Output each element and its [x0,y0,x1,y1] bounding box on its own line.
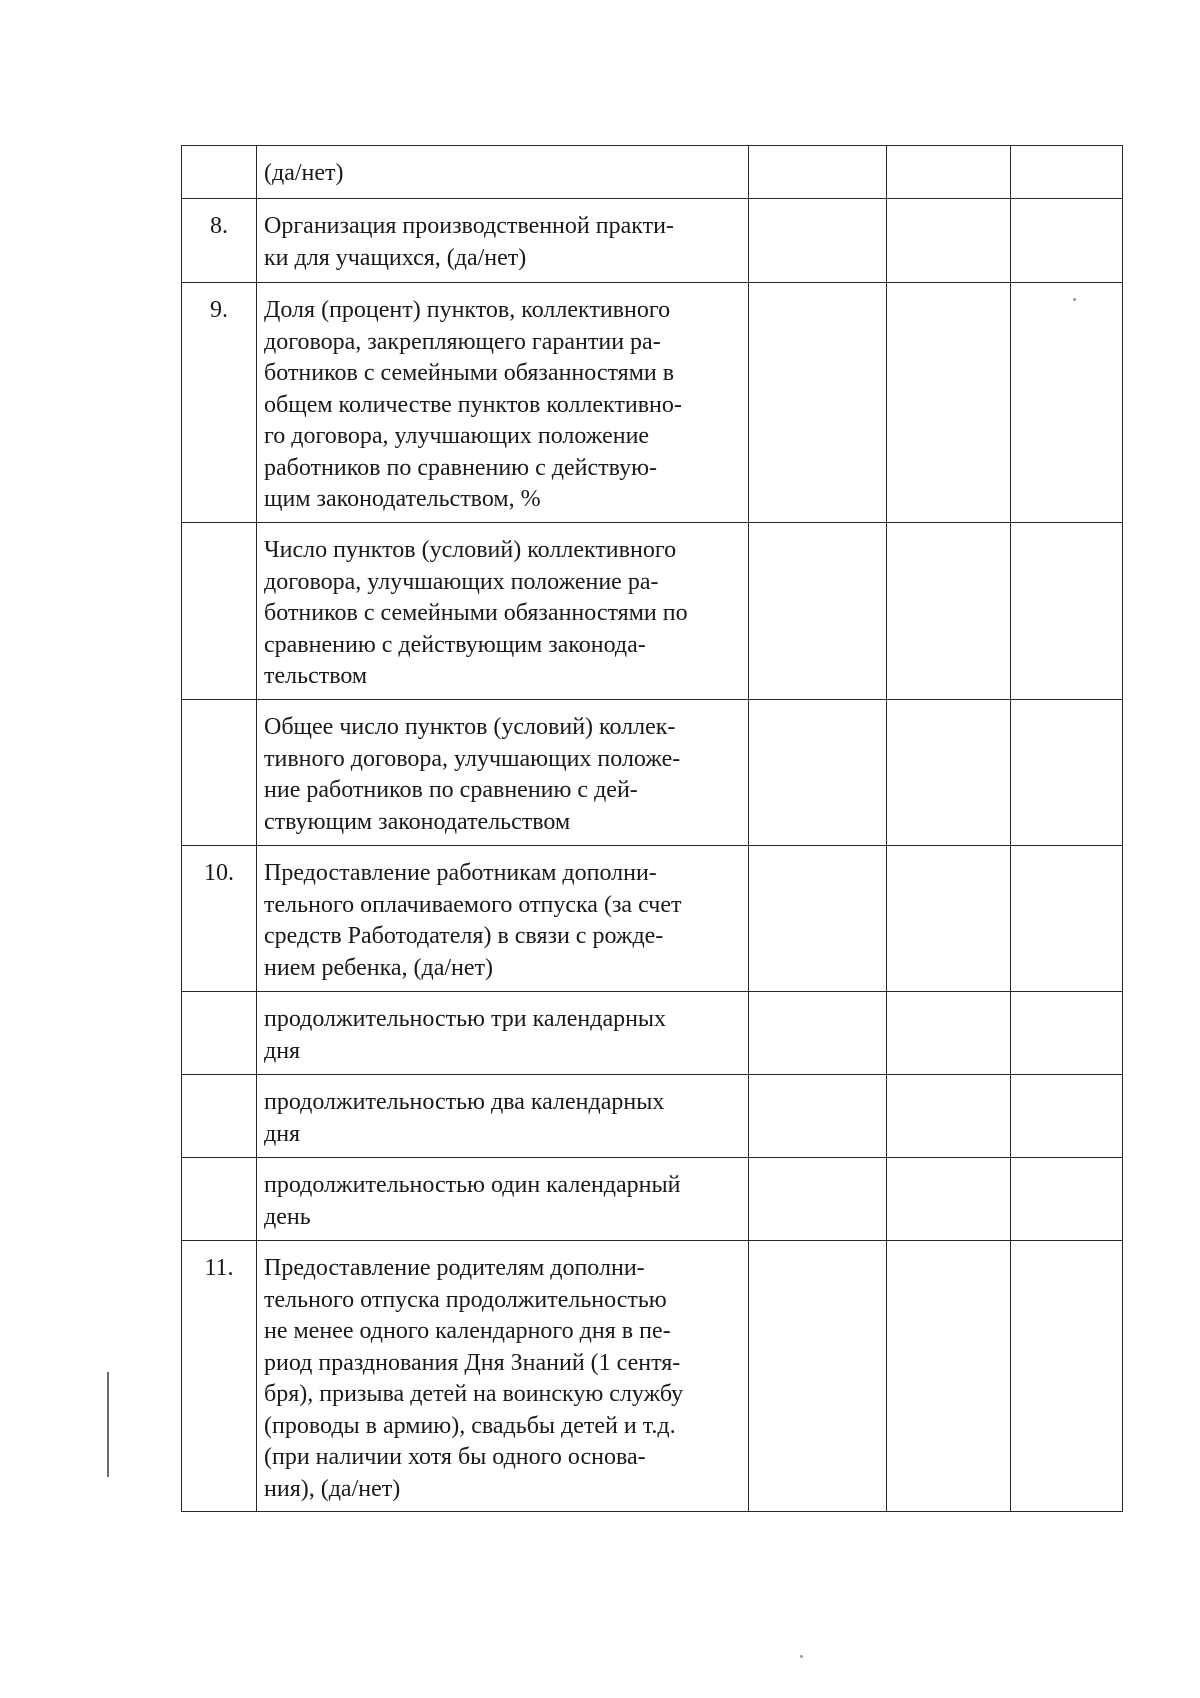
text-line: ботников с семейными обязанностями по [264,600,688,626]
text-line: день [264,1203,311,1230]
row-number: 9. [182,283,257,523]
text-line: ки для учащихся, (да/нет) [264,244,527,271]
value-cell [887,992,1011,1075]
value-cell [749,846,887,992]
text-line: дня [264,1037,301,1064]
text-line: продолжительностью три календарных [264,1006,667,1032]
text-line: тельством [264,663,368,689]
table-row [182,1075,1123,1158]
value-cell [1011,846,1123,992]
row-text [257,1241,749,1512]
row-text [257,1075,749,1158]
value-cell [1011,992,1123,1075]
value-cell [749,523,887,700]
value-cell [749,146,887,199]
row-number [182,992,257,1075]
text-line: (проводы в армию), свадьбы детей и т.д. [264,1412,676,1439]
text-line: риод празднования Дня Знаний (1 сентя- [264,1349,681,1376]
text-line: договора, закрепляющего гарантии ра- [264,328,661,355]
value-cell [749,1158,887,1241]
table-body [182,146,1123,1512]
text-line: тивного договора, улучшающих положе- [264,745,681,772]
text-line: (да/нет) [264,160,344,186]
row-text [257,523,749,700]
indicators-table [181,145,1123,1512]
row-text [257,846,749,992]
table-row [182,1241,1123,1512]
row-number [182,1158,257,1241]
value-cell [749,283,887,523]
value-cell [1011,523,1123,700]
value-cell [749,1075,887,1158]
value-cell [887,846,1011,992]
text-line: нием ребенка, (да/нет) [264,954,494,981]
value-cell [1011,1158,1123,1241]
table-row [182,846,1123,992]
row-number [182,146,257,199]
text-line: Организация производственной практи- [264,213,674,239]
value-cell [1011,283,1123,523]
value-cell [887,283,1011,523]
value-cell [749,700,887,846]
text-line: сравнению с действующим законода- [264,631,646,658]
text-line: договора, улучшающих положение ра- [264,568,659,595]
text-line: дня [264,1120,301,1147]
row-text [257,146,749,199]
text-line: ботников с семейными обязанностями в [264,360,675,386]
scan-speck [800,1655,803,1658]
row-text [257,700,749,846]
text-line: работников по сравнению с действую- [264,454,658,481]
text-line: Доля (процент) пунктов, коллективного [264,297,671,323]
value-cell [887,523,1011,700]
value-cell [1011,1241,1123,1512]
value-cell [887,700,1011,846]
text-line: Предоставление родителям дополни- [264,1255,645,1281]
table-row [182,992,1123,1075]
value-cell [887,199,1011,283]
row-text [257,283,749,523]
row-text [257,1158,749,1241]
text-line: Число пунктов (условий) коллективного [264,537,677,563]
text-line: продолжительностью один календарный [264,1172,681,1198]
value-cell [887,1158,1011,1241]
text-line: средств Работодателя) в связи с рожде- [264,923,664,949]
row-text [257,199,749,283]
text-line: ния), (да/нет) [264,1475,401,1502]
text-line: щим законодательством, % [264,486,541,512]
value-cell [1011,146,1123,199]
table-row [182,146,1123,199]
text-line: ние работников по сравнению с дей- [264,777,638,803]
value-cell [887,146,1011,199]
row-number: 11. [182,1241,257,1512]
text-line: тельного оплачиваемого отпуска (за счет [264,891,682,918]
value-cell [1011,199,1123,283]
table-row [182,199,1123,283]
row-number: 10. [182,846,257,992]
text-line: ствующим законодательством [264,808,571,835]
text-line: Предоставление работникам дополни- [264,860,657,886]
table-row [182,523,1123,700]
margin-scan-mark [107,1372,109,1477]
table-row [182,283,1123,523]
text-line: Общее число пунктов (условий) коллек- [264,714,676,740]
value-cell [887,1075,1011,1158]
value-cell [749,1241,887,1512]
value-cell [1011,1075,1123,1158]
row-number [182,1075,257,1158]
text-line: не менее одного календарного дня в пе- [264,1318,671,1344]
text-line: продолжительностью два календарных [264,1089,665,1115]
text-line: го договора, улучшающих положение [264,423,650,449]
text-line: тельного отпуска продолжительностью [264,1286,667,1313]
text-line: бря), призыва детей на воинскую службу [264,1381,684,1407]
value-cell [1011,700,1123,846]
table-row [182,700,1123,846]
value-cell [887,1241,1011,1512]
value-cell [749,992,887,1075]
row-number [182,523,257,700]
row-number [182,700,257,846]
row-number: 8. [182,199,257,283]
value-cell [749,199,887,283]
table-row [182,1158,1123,1241]
text-line: общем количестве пунктов коллективно- [264,391,682,418]
row-text [257,992,749,1075]
text-line: (при наличии хотя бы одного основа- [264,1444,646,1470]
